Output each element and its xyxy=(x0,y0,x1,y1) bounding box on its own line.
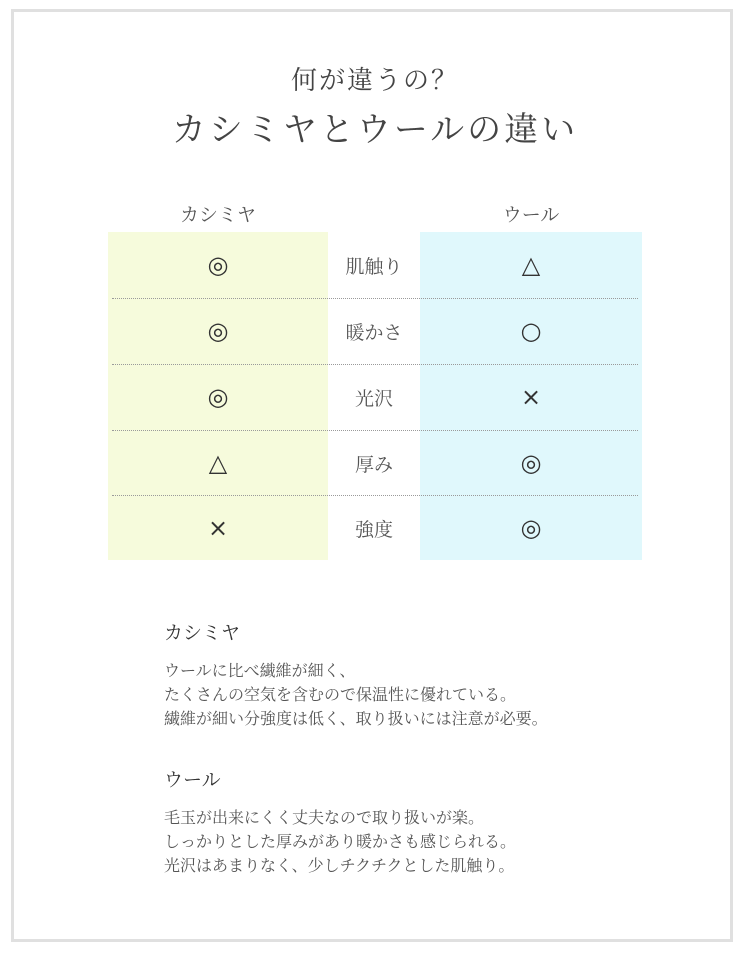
attribute-label: 暖かさ xyxy=(345,321,403,344)
cashmere-description-heading: カシミヤ xyxy=(164,622,241,644)
wool-rating: × xyxy=(520,383,542,411)
wool-description-text xyxy=(164,806,664,878)
cashmere-description-text xyxy=(164,659,664,731)
attribute-label: 肌触り xyxy=(345,255,403,278)
table-row xyxy=(108,430,642,496)
attribute-label: 強度 xyxy=(354,518,393,541)
cashmere-description xyxy=(164,618,664,731)
cashmere-rating: × xyxy=(207,514,229,542)
description-line: しっかりとした厚みがあり暖かさも感じられる。 xyxy=(164,832,517,851)
table-row xyxy=(108,232,642,298)
attribute-label: 光沢 xyxy=(354,387,393,410)
table-row xyxy=(108,364,642,430)
cashmere-column-header: カシミヤ xyxy=(179,204,256,226)
description-line: 毛玉が出来にくく丈夫なので取り扱いが楽。 xyxy=(164,808,485,827)
wool-rating: ◎ xyxy=(520,449,542,477)
attribute-label: 厚み xyxy=(354,453,393,476)
table-row xyxy=(108,495,642,561)
page-subtitle: 何が違うの？ xyxy=(290,66,459,96)
cashmere-rating: ◎ xyxy=(207,251,229,279)
wool-description xyxy=(164,765,664,878)
wool-description-heading: ウール xyxy=(164,769,221,791)
wool-column-header: ウール xyxy=(502,204,560,226)
description-line: 繊維が細い分強度は低く、取り扱いには注意が必要。 xyxy=(164,709,548,728)
wool-rating: ○ xyxy=(520,317,542,345)
wool-rating: △ xyxy=(521,251,541,279)
cashmere-rating: △ xyxy=(208,449,228,477)
page-title: カシミヤとウールの違い xyxy=(171,110,579,150)
wool-rating: ◎ xyxy=(520,514,542,542)
table-row xyxy=(108,298,642,364)
description-line: たくさんの空気を含むので保温性に優れている。 xyxy=(164,685,517,704)
description-line: ウールに比べ繊維が細く、 xyxy=(164,661,356,680)
cashmere-rating: ◎ xyxy=(207,383,229,411)
description-line: 光沢はあまりなく、少しチクチクとした肌触り。 xyxy=(164,856,515,875)
cashmere-rating: ◎ xyxy=(207,317,229,345)
